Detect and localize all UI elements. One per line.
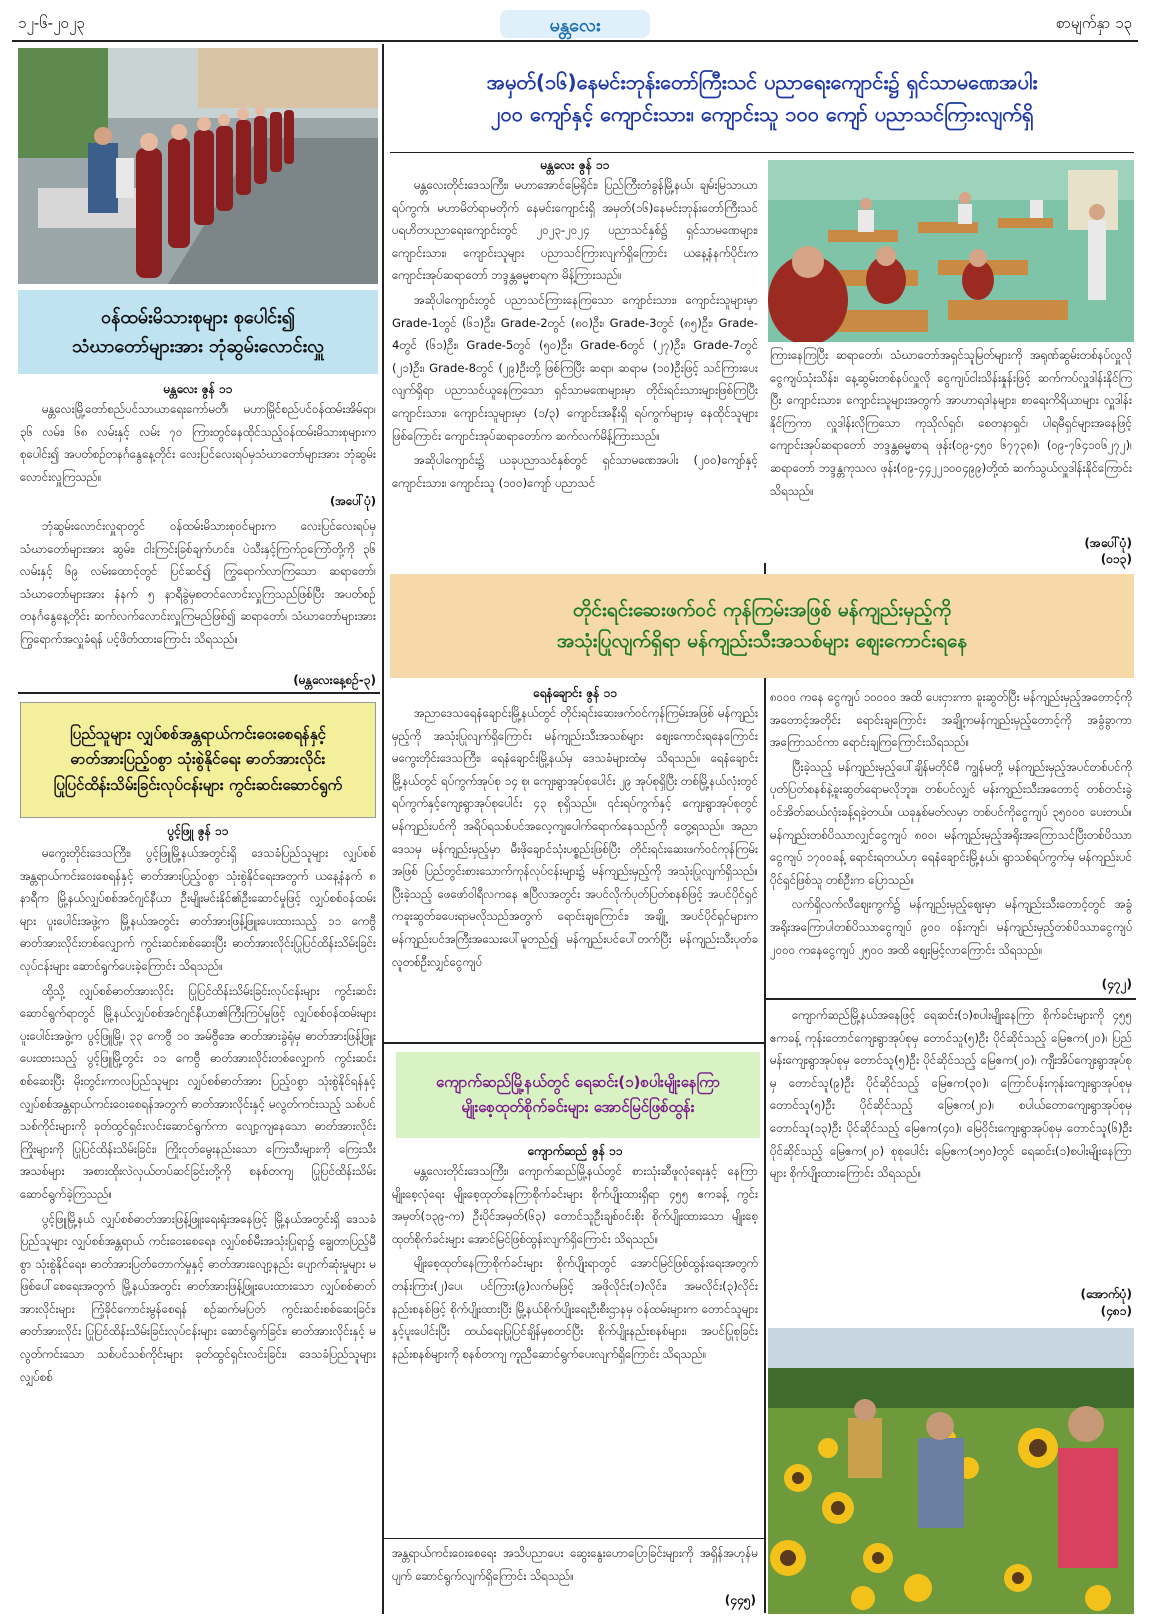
mango-paragraph: ပြီးခဲ့သည့် မန်ကျည်းမှည့်ပေါ်ချိန်မတိုင်မီ ကျွန်မတို့ မန်ကျည်းမှည့်အပင်တစ်ပင်ကို ပုတ်ပြတ်စနစ်နဲ့ခူးဆွတ်ရောမလိုဘူး။ တစ်ပင်လျှင် မန်းကျည်းသီးအတောင့် တစ်တင်းခွဲဝင်အိတ်ဆယ်လုံးခန့်ရခဲ့တယ်။ ယခုနှစ်မတ်လမှာ တစ်ပင်ကိုငွေကျပ် ၃၅၀၀၀ ပေးတယ်။ မန်ကျည်းတစ်ပိဿာလျှင်ငွေကျပ် ၈၀၀၊ မန်ကျည်းမှည့်အရိုးအကြောသင်ပြီးတစ်ပိဿာငွေကျပ် ၁၇၀၀ခန့် ရောင်းရတယ်ဟု ရေနံချောင်းမြို့နယ်၊ ရွာသစ်ရပ်ကွက်မှ မန်ကျည်းပင်ပိုင်ရှင်ဖြစ်သူ တစ်ဦးက ပြောသည်။ (770, 759, 1132, 887)
mango-paragraph: အညာဒေသရေနံချောင်းမြို့နယ်တွင် တိုင်းရင်းဆေးဖက်ဝင်ကုန်ကြမ်းအဖြစ် မန်ကျည်းမှည့်ကို အသုံးပြုလျက်ရှိကြောင်း မန်ကျည်းသီးအသစ်များ ဈေးကောင်းရနေကြောင်း မကွေးတိုင်းဒေသကြီး၊ ရေနံချောင်းမြို့နယ်မှ ဒေသခံများထံမှ သိရသည်။ ရေနံချောင်းမြို့နယ်တွင် ရပ်ကွက်အုပ်စု ၁၄ စု၊ ကျေးရွာအုပ်စုပေါင်း ၂၉ အုပ်စုရှိပြီး တစ်မြို့နယ်လုံးတွင် ရပ်ကွက်နှင့်ကျေးရွာအုပ်စုပေါင်း ၄၃ စုရှိသည်။ ၎င်းရပ်ကွက်နှင့် ကျေးရွာအုပ်စုတွင် မန်ကျည်းပင်ကို အရိပ်ရသစ်ပင်အလေ့ကျပေါက်ရောက်နေသည်ကို တွေ့ရသည်။ အညာဒေသမှ မန်ကျည်းမှည့်မှာ မီးဖိုချောင်သုံးပစ္စည်းဖြစ်ပြီး တိုင်းရင်းဆေးဖက်ဝင်ကုန်ကြမ်းအဖြစ် ပြည်တွင်းစားသောက်ကုန်လုပ်ငန်းများ၌ မန်ကျည်းမှည့်ကို အသုံးပြုလျက်ရှိသည်။ ပြီးခဲ့သည့် ဖေဖော်ဝါရီလကနေ ဧပြီလအတွင်း အပင်လိုက်ပုတ်ပြတ်စနစ်ဖြင့် အပင်ပိုင်ရှင်ကခူးဆွတ်ခပေးရာမလိုသည်အတွက် ရောင်းချကြောင်း၊ အချို့ အပင်ပိုင်ရှင်များက မန်ကျည်းပင်အကြီးအသေးပေါ်မူတည်၍ မန်ကျည်းပင်ပေါ်တက်ပြီး မန်ကျည်းသီးပုတ်ခ လူတစ်ဦးလျှင်ငွေကျပ် (392, 706, 758, 969)
electricity-headline-line2: ဓာတ်အားပြည့်ဝစွာ သုံးစွဲနိုင်ရေး ဓာတ်အားလိုင်း (70, 750, 326, 769)
paddy-paragraph: မျိုးစေ့ထုတ်နေကြာစိုက်ခင်းများ စိုက်ပျိုးရာတွင် အောင်မြင်ဖြစ်ထွန်းရေးအတွက် တန်းကြား(၂)ပေ၊ ပင်ကြား(၉)လက်မဖြင့် အဖိုလိုင်း(၁)လိုင်း၊ အမလိုင်း(၃)လိုင်း နည်းစနစ်ဖြင့် စိုက်ပျိုးထားပြီး မြို့နယ်စိုက်ပျိုးရေးဦးစီးဌာနမှ ဝန်ထမ်းများက တောင်သူများနှင့်ပူးပေါင်းပြီး ထယ်ရေးပြုပြင်ချိန်မှစတင်ပြီး စိုက်ပျိုးနည်းစနစ်များ၊ အပင်ပြုစုခြင်းနည်းစနစ်များကို စနစ်တကျ ကူညီဆောင်ရွက်ပေးလျက်ရှိကြောင်း သိရသည်။ (392, 1256, 758, 1361)
mango-headline (390, 574, 1134, 678)
alms-source: (မန္တလေးနေ့စဉ်-၃) (293, 673, 376, 687)
mango-body-right (770, 686, 1132, 976)
paddy-body-right (770, 1004, 1132, 1284)
mango-paragraph: ၈၀၀၀ ကနေ ငွေကျပ် ၁၀၀၀၀ အထိ ပေးငှားကာ ခူးဆွတ်ပြီး မန်ကျည်းမှည့်အတောင့်ကို အတောင့်အတိုင်း ရောင်းချကြောင်း အချို့ကမန်ကျည်းမှည့်တောင့်ကို အခွံခွာကာ အကြောသင်ကာ ရောင်းချကြကြောင်းသိရသည်။ (770, 690, 1132, 750)
section-rule (384, 1042, 766, 1044)
main-credit-text: (အပေါ်ပုံ) (1084, 536, 1132, 550)
electricity-paragraph: မကွေးတိုင်းဒေသကြီး၊ ပွင့်ဖြူမြို့နယ်အတွင်းရှိ ဒေသခံပြည်သူများ လျှပ်စစ်အန္တရာယ်ကင်းဝေးစေရန်နှင့် ဓာတ်အားပြည့်ဝစွာ သုံးစွဲနိုင်ရေးအတွက် ယနေ့နံနက် ၈ နာရီက မြို့နယ်လျှပ်စစ်အင်ဂျင်နီယာ ဦးမျိုးမင်းနိုင်၏ဦးဆောင်မှုဖြင့် လျှပ်စစ်ဝန်ထမ်းများ ပူးပေါင်းအဖွဲ့က မြို့နယ်အတွင်း ဓာတ်အားဖြန့်ဖြူးပေးထားသည့် ၁၁ ကေဗွီ ဓာတ်အားလိုင်းတစ်လျှောက် ကွင်းဆင်းစစ်ဆေးပြီး ဓာတ်အားလိုင်းပြုပြင်ထိန်းသိမ်းခြင်းလုပ်ငန်းများ ဆောင်ရွက်ပေးခဲ့ကြောင်း သိရသည်။ (20, 846, 376, 973)
main-paragraph: ကြားနေကြပြီး ဆရာတော်၊ သံဃာတော်အရှင်သူမြတ်များကို အရုဏ်ဆွမ်းတစ်နပ်လှူလို ငွေကျပ်သုံးသိန်း၊ နေ့ဆွမ်းတစ်နပ်လှူလို ငွေကျပ်ငါးသိန်းနှုန်းဖြင့် ဆက်ကပ်လှူဒါန်းနိုင်ကြပြီး ကျောင်းသား၊ ကျောင်းသူများအတွက် အာဟာရဒါနများ၊ စာရေးကိရိယာများ လှူဒါန်းနိုင်ကြကာ လှူဒါန်းလိုကြသော ကုသိုလ်ရှင်၊ စေတနာရှင်၊ ပါရမီရှင်များအနေဖြင့် ကျောင်းအုပ်ဆရာတော် ဘဒ္ဒန္တဓမ္မစာရ ဖုန်း(၀၉-၄၅၀ ၆၇၇၃၈)၊ (၀၉-၇၆၄၁၀၆၂၇၂)၊ ဆရာတော် ဘဒ္ဒန္တကုသလ ဖုန်း(၀၉-၄၄၂၂၁၀၀၄၉၉)တို့ထံ ဆက်သွယ်လှူဒါန်းနိုင်ကြောင်း သိရသည်။ (770, 348, 1132, 498)
alms-headline-line2: သံဃာတော်များအား ဘုံဆွမ်းလောင်းလှူ (72, 336, 324, 357)
alms-byline: မန္တလေး ဇွန် ၁၁ (163, 382, 233, 396)
electricity-continuation (392, 1542, 758, 1592)
paddy-credit-text: (အောက်ပုံ) (1080, 1287, 1132, 1301)
electricity-byline: ပွင့်ဖြူ ဇွန် ၁၁ (167, 824, 229, 838)
section-rule (384, 1538, 766, 1539)
electricity-continuation-text: အန္တရာယ်ကင်းဝေးစေရေး အသိပညာပေး ဆွေးနွေးဟောပြောခြင်းများကို အရှိန်အဟုန်မပျက် ဆောင်ရွက်လျက်ရှိကြောင်း သိရသည်။ (392, 1546, 758, 1583)
main-headline-line2: ၂၀၀ ကျော်နှင့် ကျောင်းသား၊ ကျောင်းသူ ၁၀၀ ကျော် ပညာသင်ကြားလျက်ရှိ (490, 102, 1034, 126)
newspaper-logo (500, 8, 650, 40)
electricity-paragraph: ပွင့်ဖြူမြို့နယ် လျှပ်စစ်ဓာတ်အားဖြန့်ဖြူးရေးရုံးအနေဖြင့် မြို့နယ်အတွင်းရှိ ဒေသခံပြည်သူများ လျှပ်စစ်အန္တရာယ် ကင်းဝေးစေရေး၊ လျှပ်စစ်မီးအသုံးပြုရာ၌ ချွေတာပြည့်မီစွာ သုံးစွဲနိုင်ရေး၊ ဓာတ်အားပြတ်တောက်မှုနှင့် ဓာတ်အားလျော့နည်း ပျောက်ဆုံးမှုများ မဖြစ်ပေါ်စေရေးအတွက် မြို့နယ်အတွင်း ဓာတ်အားဖြန့်ဖြူးပေးထားသော လျှပ်စစ်ဓာတ်အားလိုင်းများ ကြံ့ခိုင်ကောင်းမွန်စေရန် စဉ်ဆက်မပြတ် ကွင်းဆင်းစစ်ဆေးခြင်း၊ ဓာတ်အားလိုင်း ပြုပြင်ထိန်းသိမ်းခြင်းလုပ်ငန်းများ ဆောင်ရွက်ခြင်း၊ ဓာတ်အားလိုင်းနှင့် မလွတ်ကင်းသော သစ်ပင်သစ်ကိုင်းများ ခုတ်ထွင်ရှင်းလင်းခြင်း၊ ဒေသခံပြည်သူများ လျှပ်စစ် (20, 1211, 376, 1384)
main-body-right (770, 344, 1132, 544)
main-headline (390, 48, 1134, 148)
headline-rule (390, 152, 1134, 153)
main-photo-credit (768, 536, 1132, 567)
column-rule-mango (764, 563, 766, 1613)
main-paragraph: အဆိုပါကျောင်းတွင် ပညာသင်ကြားနေကြသော ကျောင်းသား၊ ကျောင်းသူများမှာ Grade-1တွင် (၆၁)ဦး၊ Grade-2တွင် (၈၀)ဦး၊ Grade-3တွင် (၈၅)ဦး၊ Grade-4တွင် (၆၁)ဦး၊ Grade-5တွင် (၅၀)ဦး၊ Grade-6တွင် (၂၇)ဦး၊ Grade-7တွင် (၂၁)ဦး၊ Grade-8တွင် (၂၉)ဦးတို့ ဖြစ်ကြပြီး ဆရာ၊ ဆရာမ (၁၀)ဦးဖြင့် သင်ကြားပေးလျက်ရှိရာ ပညာသင်ယူနေကြသော ရှင်သာမဏေများမှာ တိုင်းရင်းသားများဖြစ်ကြပြီး ကျောင်းသား၊ ကျောင်းသူများမှာ (၁/၃) ကျောင်းအနီးရှိ ရပ်ကွက်များမှ နေထိုင်သူများဖြစ်ကြောင်း ကျောင်းအုပ်ဆရာတော်က ဆက်လက်မိန့်ကြားသည်။ (392, 292, 758, 443)
paddy-headline-line2: မျိုးစေ့ထုတ်စိုက်ခင်းများ အောင်မြင်ဖြစ်ထွန်း (461, 1098, 695, 1116)
main-paragraph: အဆိုပါကျောင်း၌ ယခုပညာသင်နှစ်တွင် ရှင်သာမဏေအပါး (၂၀၀)ကျော်နှင့် ကျောင်းသား၊ ကျောင်းသူ (၁၀၀)ကျော် ပညာသင် (392, 453, 758, 490)
section-rule (766, 998, 1136, 1000)
paddy-body-left (392, 1160, 758, 1534)
paddy-paragraph: ကျောက်ဆည်မြို့နယ်အနေဖြင့် ရေဆင်း(၁)စပါးမျိုးနေကြာ စိုက်ခင်းများကို ၄၅၅ ဧကခန့် ကုန်းတောင်ကျေးရွာအုပ်စုမှ တောင်သူ(၅)ဦး ပိုင်ဆိုင်သည့် မြေဧက(၂၀)၊ ပြည်မန်းကျေးရွာအုပ်စုမှ တောင်သူ(၅)ဦး ပိုင်ဆိုင်သည့် မြေဧက(၂၀)၊ ကျီးအိပ်ကျေးရွာအုပ်စုမှ တောင်သူ(၉)ဦး ပိုင်ဆိုင်သည့် မြေဧက(၃၀)၊ ကြောင်ပန်းကုန်းကျေးရွာအုပ်စုမှ တောင်သူ(၅)ဦး ပိုင်ဆိုင်သည့် မြေဧက(၂၀)၊ စပါယ်တောကျေးရွာအုပ်စုမှ တောင်သူ(၁၃)ဦး ပိုင်ဆိုင်သည့် မြေဧက(၄၀)၊ မြေဝိုင်းကျေးရွာအုပ်စုမှ တောင်သူ(၆)ဦး ပိုင်ဆိုင်သည့် မြေဧက(၂၀) စုစုပေါင်း မြေဧက(၁၅၀)တွင် ရေဆင်း(၁)စပါးမျိုးနေကြာများ စိုက်ပျိုးထားကြောင်း သိရသည်။ (770, 1008, 1132, 1181)
page-number: စာမျက်နှာ ၁၃ (1056, 14, 1132, 32)
mango-headline-line2: အသုံးပြုလျက်ရှိရာ မန်ကျည်းသီးအသစ်များ ဈေးကောင်းရနေ (556, 630, 968, 652)
newspaper-page (12, 8, 1138, 1614)
alms-headline (18, 290, 378, 374)
paddy-paragraph: မန္တလေးတိုင်းဒေသကြီး၊ ကျောက်ဆည်မြို့နယ်တွင် စားသုံးဆီဖူလုံရေးနှင့် နေကြာမျိုးစေ့လုံရေး မျိုးစေ့ထုတ်နေကြာစိုက်ခင်းများ စိုက်ပျိုးထားရှိရာ ၄၅၅ ဧကခန့် ကွင်းအမှတ်(၁၃၉-က) ဦးပိုင်အမှတ်(၆၃) တောင်သူဦးချစ်ဝင်းစိုး စိုက်ပျိုးထားသော မျိုးစေ့ထုတ်စိုက်ခင်းများ အောင်မြင်ဖြစ်ထွန်းလျက်ရှိကြောင်း သိရသည်။ (392, 1164, 758, 1246)
classroom-photo (768, 160, 1134, 342)
logo-text: မန္တလေး (549, 15, 601, 36)
paddy-headline (396, 1052, 760, 1138)
electricity-headline (20, 702, 376, 818)
alms-photo (18, 48, 378, 284)
alms-body (20, 398, 376, 670)
issue-date: ၁၂-၆-၂၀၂၃ (18, 14, 85, 32)
mango-headline-line1: တိုင်းရင်းဆေးဖက်ဝင် ကုန်ကြမ်းအဖြစ် မန်ကျည်းမှည့်ကို (572, 599, 952, 622)
electricity-headline-line3: ပြုပြင်ထိန်းသိမ်းခြင်းလုပ်ငန်းများ ကွင်းဆင်းဆောင်ရွက် (53, 775, 343, 794)
main-byline: မန္တလေး ဇွန် ၁၁ (540, 158, 610, 172)
alms-headline-line1: ဝန်ထမ်းမိသားစုများ စုပေါင်း၍ (100, 306, 296, 328)
mango-paragraph: လက်ရှိလက်လီဈေးကွက်၌ မန်ကျည်းမှည့်ဈေးမှာ မန်ကျည်းသီးတောင့်တွင် အခွံအရိုးအကြောပါတစ်ပိဿာငွေကျပ် ၉၀၀ ဝန်းကျင်၊ မန်ကျည်းမှည့်တစ်ပိဿာငွေကျပ် ၂၀၀၀ ကနေငွေကျပ် ၂၅၀၀ အထိ ဈေးမြင့်လာကြောင်း သိရသည်။ (770, 897, 1132, 957)
alms-paragraph: မန္တလေးမြို့တော်စည်ပင်သာယာရေးကော်မတီ၊ မဟာမြိုင်စည်ပင်ဝန်ထမ်းအိမ်ရာ၊ ၃၆ လမ်း၊ ၆၈ လမ်းနှင့် လမ်း ၇၀ ကြားတွင်နေထိုင်သည့်ဝန်ထမ်းမိသားစုများက စုပေါင်း၍ အပတ်စဉ်တနင်္ဂနွေနေ့တိုင်း လေးပြင်လေးရပ်မှသံဃာတော်များအား ဘုံဆွမ်းလောင်းလှူကြသည်။ (20, 402, 376, 484)
main-headline-line1: အမှတ်(၁၆)နေမင်းဘုန်းတော်ကြီးသင် ပညာရေးကျောင်း၌ ရှင်သာမဏေအပါး (486, 70, 1038, 94)
paddy-byline: ကျောက်ဆည် ဇွန် ၁၁ (527, 1144, 623, 1158)
electricity-headline-line1: ပြည်သူများ လျှပ်စစ်အန္တရာယ်ကင်းဝေးစေရန်နှင့် (70, 724, 326, 743)
alms-photo-credit: (အပေါ်ပုံ) (330, 494, 376, 509)
paddy-headline-line1: ကျောက်ဆည်မြို့နယ်တွင် ရေဆင်း(၁)စပါးမျိုးနေကြာ (435, 1072, 721, 1091)
masthead (12, 8, 1138, 42)
section-rule (18, 692, 380, 694)
column-rule (382, 44, 384, 1614)
main-body-left (392, 174, 758, 556)
mango-body-left (392, 702, 758, 1042)
electricity-paragraph: ထို့သို့ လျှပ်စစ်ဓာတ်အားလိုင်း ပြုပြင်ထိန်းသိမ်းခြင်းလုပ်ငန်းများ ကွင်းဆင်းဆောင်ရွက်ရာတွင် မြို့နယ်လျှပ်စစ်အင်ဂျင်နီယာ၏ကြီးကြပ်မှုဖြင့် လျှပ်စစ်ဝန်ထမ်းများ ပူးပေါင်းအဖွဲ့က ပွင့်ဖြူမြို့၊ ၃၃ ကေဗွီ ၁၀ အမ်ဗွီအေ ဓာတ်အားခွဲရုံမှ ဓာတ်အားဖြန့်ဖြူးပေးထားသည့် ပွင့်ဖြူမြို့တွင်း ၁၁ ကေဗွီ ဓာတ်အားလိုင်းတစ်လျှောက် ကွင်းဆင်းစစ်ဆေးပြီး မိုးတွင်းကာလပြည်သူများ လျှပ်စစ်ဓာတ်အား ပြည့်ဝစွာ သုံးစွဲနိုင်ရန်နှင့် လျှပ်စစ်အန္တရာယ်ကင်းဝေးစေရန်အတွက် ဓာတ်အားလိုင်းနှင့် မလွတ်ကင်းသည့် သစ်ပင်သစ်ကိုင်းများကို ခုတ်ထွင်ရှင်းလင်းဆောင်ရွက်ကာ လျော့ကျနေသော ဓာတ်အားလိုင်းကြိုးများကို ပြုပြင်ထိန်းသိမ်းခြင်း၊ ကြိုးငုတ်မွေးနည်းသော ကြေးသီးများကို ကြေးသီးအသစ်များ အစားထိုးလဲလှယ်တပ်ဆင်ခြင်းတို့ကို စနစ်တကျ ပြုပြင်ထိန်းသိမ်း ဆောင်ရွက်ခဲ့ကြသည်။ (20, 983, 376, 1201)
mango-byline: ရေနံချောင်း ဇွန် ၁၁ (532, 686, 618, 700)
main-paragraph: မန္တလေးတိုင်းဒေသကြီး၊ မဟာအောင်မြေရိုင်း၊ ပြည်ကြီးတံခွန်မြို့နယ်၊ ချမ်းမြသာယာရပ်ကွက်၊ မဟာမိတ်ရာမတိုက် နေမင်းကျောင်းရှိ အမှတ်(၁၆)နေမင်းဘုန်းတော်ကြီးသင် ပရဟိတပညာရေးကျောင်းတွင် ၂၀၂၃-၂၀၂၄ ပညာသင်နှစ်၌ ရှင်သာမဏေများ၊ ကျောင်းသား၊ ကျောင်းသူများ ပညာသင်ကြားလျက်ရှိကြောင်း ယနေ့နံနက်ပိုင်းက ကျောင်းအုပ်ဆရာတော် ဘဒ္ဒန္တဓမ္မစာရက မိန့်ကြားသည်။ (392, 178, 758, 283)
paddy-credit (768, 1286, 1132, 1320)
electricity-body (20, 842, 376, 1614)
paddy-code: (၄၈၁) (1100, 1303, 1132, 1318)
sunflower-photo (768, 1328, 1134, 1614)
electricity-code: (၄၄၅) (724, 1593, 756, 1607)
mango-code: (၄၇၂) (1101, 977, 1132, 991)
alms-paragraph: ဘုံဆွမ်းလောင်းလှူရာတွင် ဝန်ထမ်းမိသားစုဝင်များက လေးပြင်လေးရပ်မှသံဃာတော်များအား ဆွမ်း၊ ငါးကြင်းခြစ်ချက်ဟင်း၊ ပဲသီးနှင့်ကြက်ဥကြော်တို့ကို ၃၆ လမ်းနှင့် ၆၉ လမ်းထောင့်တွင် ပြင်ဆင်၍ ကြွရောက်လာကြသော ဆရာတော်၊ သံဃာတော်များအား နံနက် ၅ နာရီခွဲမှစတင်လောင်းလှူကြသည်ဖြစ်ပြီး အပတ်စဉ်တနင်္ဂနွေနေ့တိုင်း ဆက်လက်လောင်းလှူကြမည်ဖြစ်၍ ဆရာတော်၊ သံဃာတော်များအား ကြွရောက်အလှူခံရန် ပင့်ဖိတ်ထားကြောင်း သိရသည်။ (20, 518, 376, 646)
main-code: (၀၁၃) (1100, 551, 1132, 566)
